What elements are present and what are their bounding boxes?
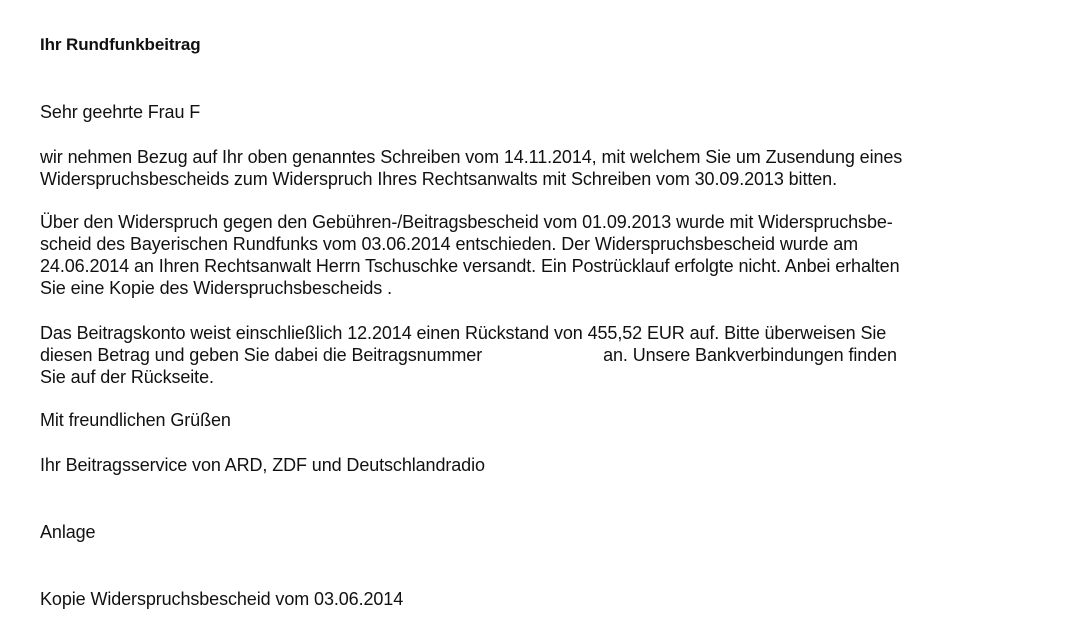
paragraph-line: 24.06.2014 an Ihren Rechtsanwalt Herrn Tschuschke versandt. Ein Postrücklauf erfolgte nicht. Anbei erhalten [40,256,900,276]
paragraph-line [40,344,897,366]
attachment-item: Kopie Widerspruchsbescheid vom 03.06.2014 [40,589,404,609]
letter-closing: Mit freundlichen Grüßen [40,410,231,430]
paragraph-line: Sie eine Kopie des Widerspruchsbescheids . [40,278,392,298]
paragraph-line: Das Beitragskonto weist einschließlich 12.2014 einen Rückstand von 455,52 EUR auf. Bitte überweisen Sie [40,323,887,343]
paragraph-line-text: an. Unsere Bankverbindungen finden [603,345,897,365]
letter-salutation: Sehr geehrte Frau F [40,102,201,122]
letter-sender: Ihr Beitragsservice von ARD, ZDF und Deutschlandradio [40,455,485,475]
paragraph-line: Über den Widerspruch gegen den Gebühren-/Beitragsbescheid vom 01.09.2013 wurde mit Widerspruchsbe- [40,212,893,232]
paragraph-line-text: diesen Betrag und geben Sie dabei die Beitragsnummer [40,345,483,365]
letter-subject: Ihr Rundfunkbeitrag [40,35,201,54]
paragraph-line: Sie auf der Rückseite. [40,367,214,387]
attachment-heading: Anlage [40,522,96,542]
paragraph-line: wir nehmen Bezug auf Ihr oben genanntes Schreiben vom 14.11.2014, mit welchem Sie um Zusendung eines [40,147,903,167]
paragraph-line: Widerspruchsbescheids zum Widerspruch Ihres Rechtsanwalts mit Schreiben vom 30.09.2013 bitten. [40,169,837,189]
paragraph-line: scheid des Bayerischen Rundfunks vom 03.06.2014 entschieden. Der Widerspruchsbescheid wurde am [40,234,859,254]
